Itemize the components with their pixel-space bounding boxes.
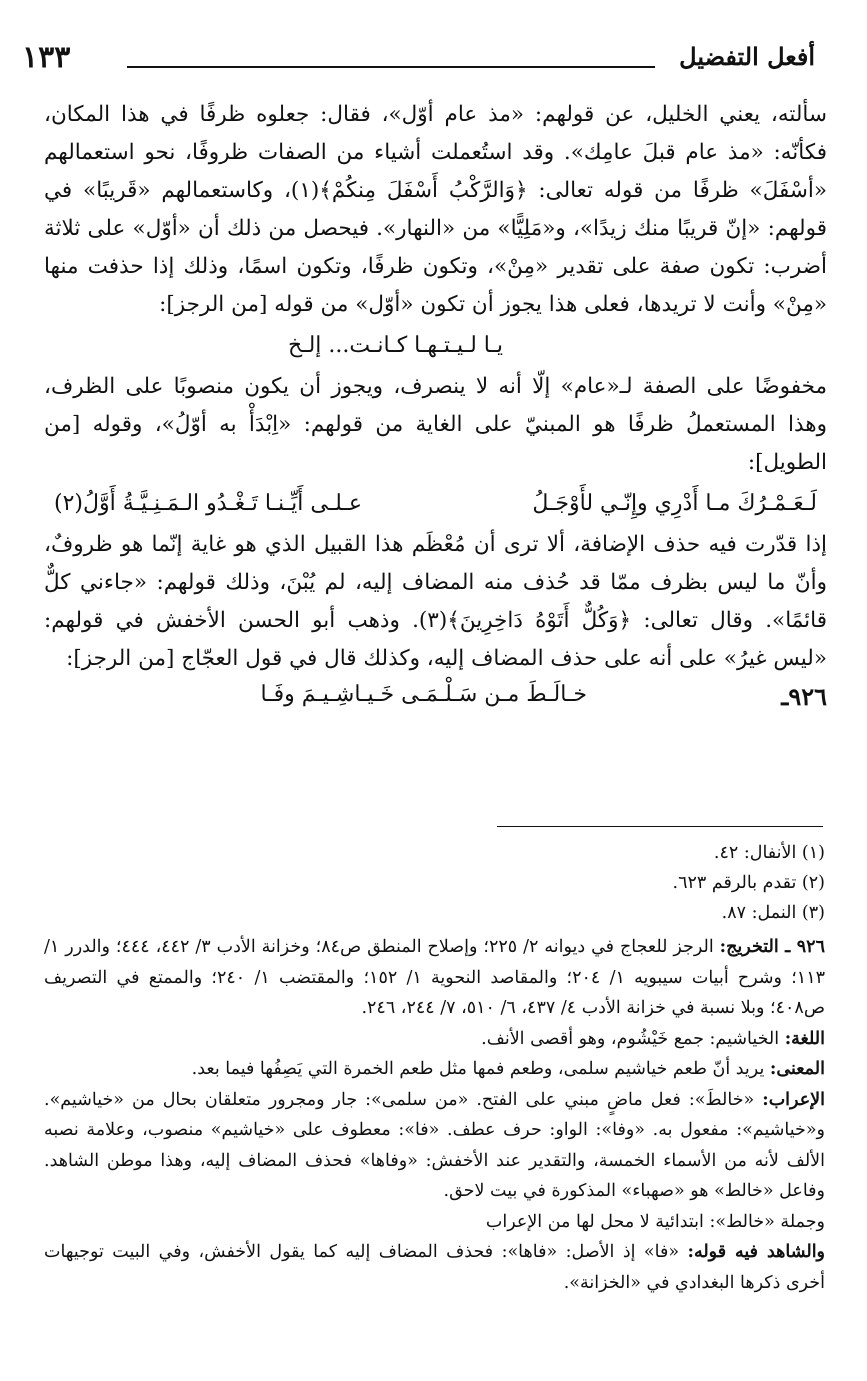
paragraph-1: سألته، يعني الخليل، عن قولهم: «مذ عام أوّل»، فقال: جعلوه ظرفًا في هذا المكان، فكأنّه: «مذ عام قبلَ عامِك». وقد استُعملت أشياء من الصفات ظروفًا، نحو استعمالهم «أسْفَلَ» ظرفًا من قوله تعالى: ﴿وَالرَّكْبُ أَسْفَلَ مِنكُمْ﴾(١)، وكاستعمالهم «قَريبًا» في قولهم: «إنّ قريبًا منك زيدًا»، و«مَلِيًّا» من «النهار». فيحصل من ذلك أن «أوّل» على ثلاثة أضرب: تكون صفة على تقدير «مِنْ»، وتكون ظرفًا، وتكون اسمًا، وذلك إذا حذفت منها «مِنْ» وأنت لا تريدها، فعلى هذا يجوز أن تكون «أوّل» من قوله [من الرجز]: <box>44 102 827 317</box>
note-jumla: وجملة «خالط»: ابتدائية لا محل لها من الإعراب <box>485 1211 825 1232</box>
verse-quote-1: يـا لـيـتـهـا كـانـت... إلـخ <box>287 333 504 358</box>
page-header <box>22 40 815 80</box>
note-maana-label: المعنى: <box>769 1059 825 1079</box>
note-takhrij-label: ٩٢٦ ـ التخريج: <box>719 937 825 957</box>
footnotes <box>44 838 825 928</box>
paragraph-3: إذا قدّرت فيه حذف الإضافة، ألا ترى أن مُعْظَم هذا القبيل الذي هو غاية إنّما هو ظروفٌ، وأنّ ما ليس بظرف ممّا قد حُذف منه المضاف إليه، لم يُبْنَ، وذلك قولهم: «جاءني كلٌّ قائمًا». وقال تعالى: ﴿وَكُلٌّ أَتَوْهُ دَاخِرِينَ﴾(٣). وذهب أبو الحسن الأخفش في قولهم: «ليس غيرُ» على أنه على حذف المضاف إليه، وكذلك قال في قول العجّاج [من الرجز]: <box>44 532 827 671</box>
footnote-separator <box>497 826 823 827</box>
note-lugha-label: اللغة: <box>784 1028 825 1049</box>
verse-quote-2 <box>44 482 827 526</box>
note-irab-label: الإعراب: <box>762 1089 825 1110</box>
note-shahid <box>44 1237 825 1298</box>
example-verse-row <box>44 678 827 726</box>
note-takhrij-text: الرجز للعجاج في ديوانه ٢/ ٢٢٥؛ وإصلاح المنطق ص٨٤؛ وخزانة الأدب ٣/ ٤٤٢، ٤٤٤؛ والدرر ١/ ١١٣؛ وشرح أبيات سيبويه ١/ ٢٠٤؛ والمقاصد النحوية ١/ ١٥٢؛ والمقتضب ١/ ٢٤٠؛ والممتع في التصريف ص٤٠٨؛ وبلا نسبة في خزانة الأدب ٤/ ٤٣٧، ٦/ ٥١٠، ٧/ ٢٤٤، ٢٤٦. <box>44 937 825 1018</box>
running-title: أفعل التفضيل <box>679 42 815 71</box>
footnote-3: (٣) النمل: ٨٧. <box>721 903 825 923</box>
note-lugha <box>44 1024 825 1055</box>
note-takhrij <box>44 932 825 1024</box>
footnote-1: (١) الأنفال: ٤٢. <box>713 843 825 863</box>
example-verse: خـالَـطَ مـن سَـلْـمَـى خَـيـاشِـيـمَ وفَـا <box>260 682 587 707</box>
note-irab-text: «خالطَ»: فعل ماضٍ مبني على الفتح. «من سلمى»: جار ومجرور متعلقان بحال من «خياشيم». و«خياشيم»: مفعول به. «وفا»: الواو: حرف عطف. «فا»: معطوف على «خياشيم» منصوب، وعلامة نصبه الألف لأنه من الأسماء الخمسة، والتقدير عند الأخفش: «وفاها» فحذف المضاف إليه، وهذا موطن الشاهد. وفاعل «خالط» هو «صهباء» المذكورة في بيت لاحق. <box>44 1089 825 1201</box>
note-shahid-text: «فا» إذ الأصل: «فاها»: فحذف المضاف إليه كما يقول الأخفش، وفي البيت توجيهات أخرى ذكرها البغدادي في «الخزانة». <box>44 1242 825 1293</box>
note-maana-text: يريد أنّ طعم خياشيم سلمى، وطعم فمها مثل طعم الخمرة التي يَصِفُها فيما بعد. <box>191 1059 765 1079</box>
main-text <box>44 96 827 726</box>
note-maana <box>44 1054 825 1085</box>
paragraph-2: مخفوضًا على الصفة لـ«عام» إلّا أنه لا ينصرف، ويجوز أن يكون منصوبًا على الظرف، وهذا المستعملُ ظرفًا هو المبنيّ على الغاية من قولهم: «اِبْدَأْ به أوّلُ»، وقوله [من الطويل]: <box>44 374 827 475</box>
note-irab <box>44 1085 825 1207</box>
verse-notes <box>44 932 825 1298</box>
footnote-2: (٢) تقدم بالرقم ٦٢٣. <box>672 873 825 893</box>
verse-hemistich-right: لَـعَـمْـرُكَ مـا أَدْرِي وإِنّـي لأَوْجَـلُ <box>532 491 817 516</box>
verse-hemistich-left: عـلـى أَيِّـنـا تَـغْـدُو الـمَـنِـيَّـةُ أَوَّلُ(٢) <box>54 491 362 516</box>
example-number: ٩٢٦ـ <box>781 682 827 711</box>
note-lugha-text: الخياشيم: جمع خَيْشُوم، وهو أقصى الأنف. <box>481 1028 780 1049</box>
note-shahid-label: والشاهد فيه قوله: <box>687 1242 826 1262</box>
header-rule <box>127 66 655 68</box>
page-number: ١٣٣ <box>22 40 71 75</box>
